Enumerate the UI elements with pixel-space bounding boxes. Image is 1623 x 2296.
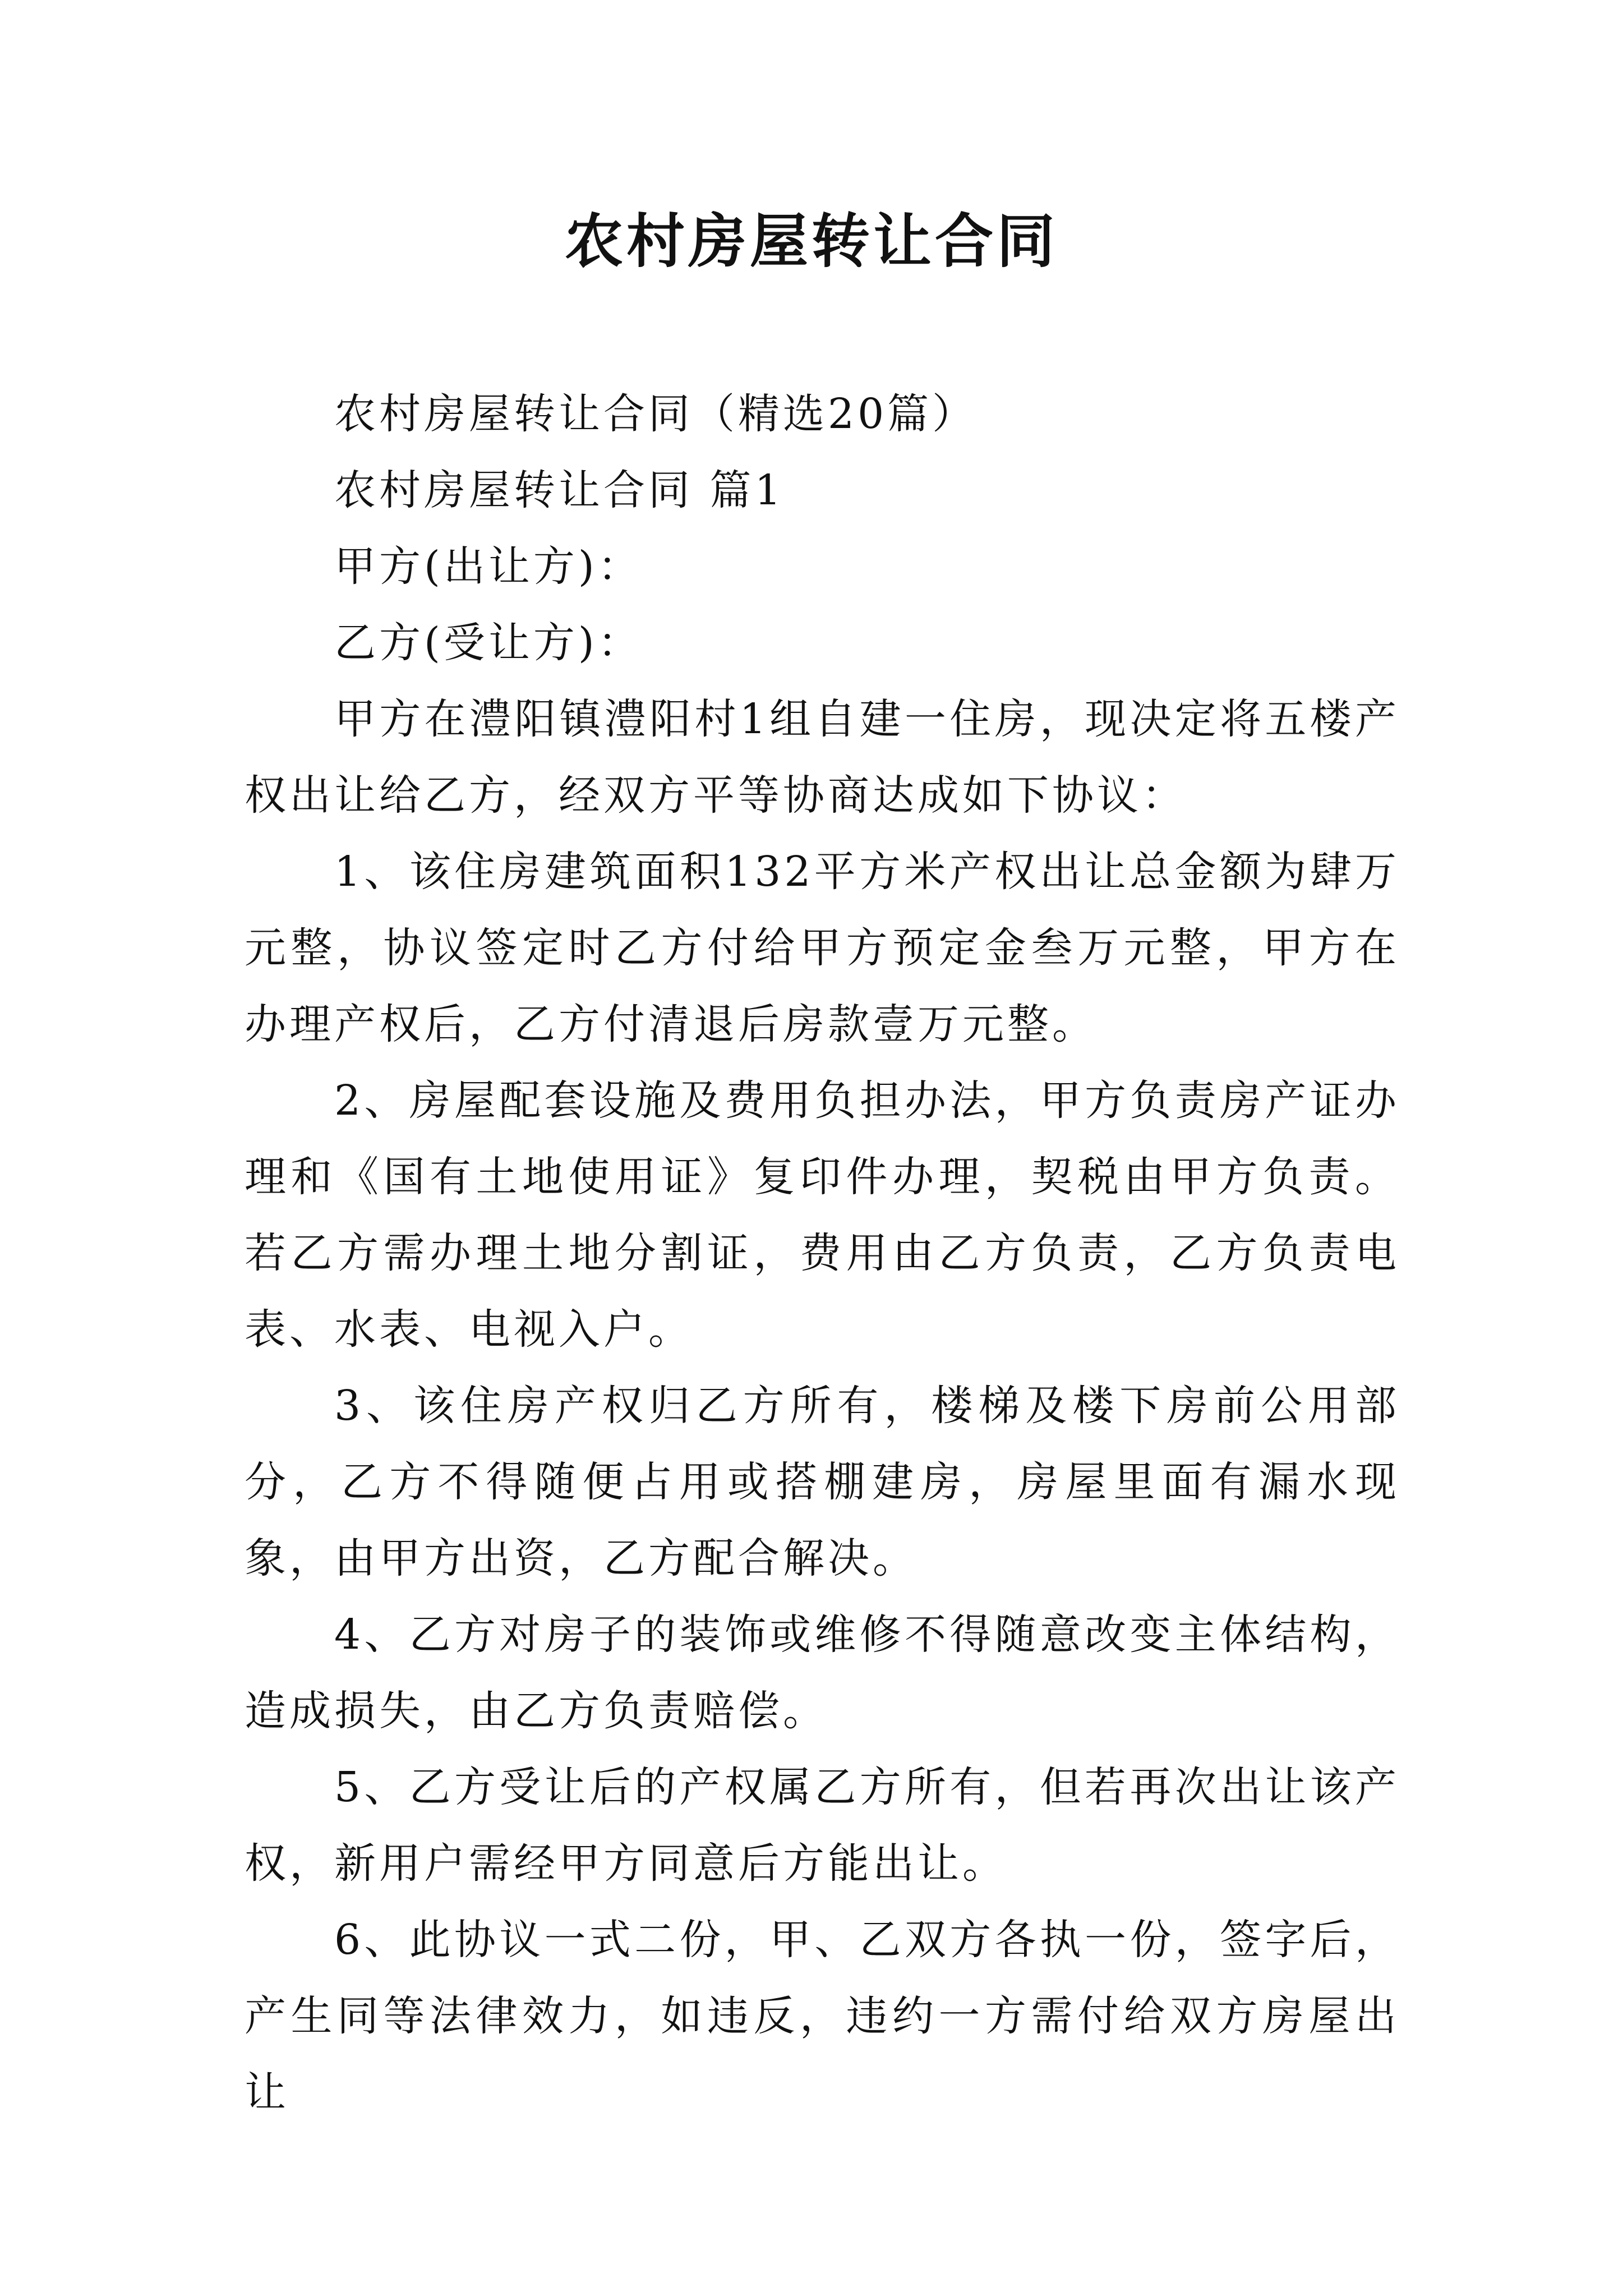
party-a-line: 甲方(出让方)： (334, 542, 643, 591)
party-b-line: 乙方(受让方)： (334, 619, 643, 667)
clause-2: 2、房屋配套设施及费用负担办法，甲方负责房产证办理和《国有土地使用证》复印件办理，契税由甲方负责。若乙方需办理土地分割证，费用由乙方负责，乙方负责电表、水表、电视入户。 (245, 1076, 1400, 1354)
clause-6: 6、此协议一式二份，甲、乙双方各执一份，签字后，产生同等法律效力，如违反，违约一方需付给双方房屋出让 (245, 1916, 1400, 2116)
clause-1: 1、该住房建筑面积132平方米产权出让总金额为肆万元整，协议签定时乙方付给甲方预定金叁万元整，甲方在办理产权后，乙方付清退后房款壹万元整。 (245, 848, 1400, 1048)
clause-3: 3、该住房产权归乙方所有，楼梯及楼下房前公用部分，乙方不得随便占用或搭棚建房，房屋里面有漏水现象，由甲方出资，乙方配合解决。 (245, 1382, 1400, 1582)
collection-heading: 农村房屋转让合同（精选20篇） (334, 390, 978, 438)
clause-5: 5、乙方受让后的产权属乙方所有，但若再次出让该产权，新用户需经甲方同意后方能出让。 (245, 1763, 1400, 1888)
document-title: 农村房屋转让合同 (564, 206, 1058, 275)
preamble-paragraph: 甲方在澧阳镇澧阳村1组自建一住房，现决定将五楼产权出让给乙方，经双方平等协商达成如下协议： (245, 695, 1400, 820)
document-body (245, 376, 1400, 2131)
clause-4: 4、乙方对房子的装饰或维修不得随意改变主体结构，造成损失，由乙方负责赔偿。 (245, 1611, 1400, 1735)
section-heading: 农村房屋转让合同 篇1 (334, 466, 785, 514)
